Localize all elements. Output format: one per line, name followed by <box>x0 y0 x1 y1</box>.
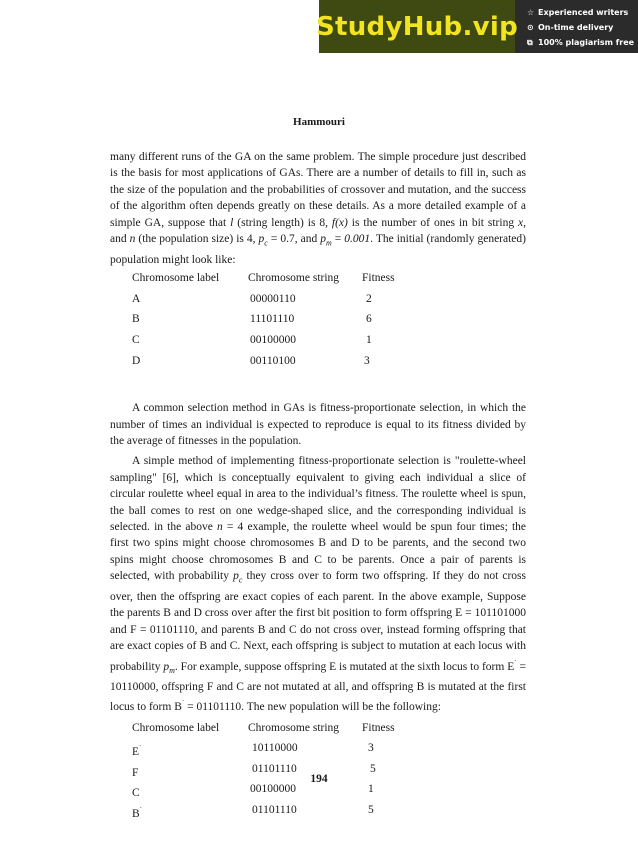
column-header: Chromosome label <box>132 272 220 285</box>
initial-population-table <box>132 270 526 373</box>
perk-list <box>515 0 638 53</box>
copy-icon: ⧉ <box>527 38 533 47</box>
table-header-row <box>132 270 526 291</box>
page-number: 194 <box>310 773 328 785</box>
new-population-table <box>132 720 526 823</box>
star-icon: ☆ <box>527 8 535 17</box>
column-header: Fitness <box>362 272 395 285</box>
running-header: Hammouri <box>293 116 345 128</box>
perk-label: 100% plagiarism free <box>538 38 635 47</box>
paragraph-selection: A common selection method in GAs is fitness-proportionate selection, in which the number of times an individual is expected to reproduce is equal to its fitness divided by the average of fitnesses in the population. <box>110 402 526 447</box>
table-row: A 00000110 2 <box>132 292 372 305</box>
column-header: Chromosome string <box>248 272 340 285</box>
table-row: E` 10110000 3 <box>132 742 374 759</box>
paragraph-roulette: A simple method of implementing fitness-proportionate selection is "roulette-wheel sampling" [6], which is conceptually equivalent to giving each individual a slice of circular roulette wheel equal in area to the individual’s fitness. The roulette wheel is spun, the ball comes to rest on one wedge-shaped slice, and the corresponding individual is selected. in the above n = 4 example, the roulette wheel would be spun four times; the first two spins might choose chromosomes B and D to be parents, and the second two spins might choose chromosomes B and C to be parents. Once a pair of parents is selected, with probability $p_c$ they cross over to form two offspring. If they do not cross over, then the offspring are exact copies of each parent. In the above example, Suppose the parents B and D cross over after the first bit position to form offspring E = 101101000 and F = 01101110, and parents B and C do not cross over, instead forming offspring that are exact copies of B and C. Next, each offspring is subject to mutation at each locus with probability $p_m$. For example, suppose offspring E is mutated at the sixth locus to form E` = 10110000, offspring F and C are not mutated at all, and offspring B is mutated at the first locus to form B` = 01101110. The new population will be the following: <box>110 455 526 714</box>
perk-label: On-time delivery <box>538 23 614 32</box>
table-row: C 00100000 1 <box>132 333 372 346</box>
brand-logo[interactable]: StudyHub.vip <box>319 0 515 53</box>
table-row: B` 01101110 5 <box>132 804 374 820</box>
column-header: Chromosome string <box>248 721 340 734</box>
clock-icon: ⊙ <box>527 23 534 32</box>
perk-item <box>527 5 638 20</box>
column-header: Fitness <box>362 721 395 734</box>
ad-banner[interactable] <box>315 0 638 53</box>
table-row: B 11101110 6 <box>132 313 372 326</box>
table-row: D 00110100 3 <box>132 354 370 367</box>
table-row: C 00100000 1 <box>132 783 374 800</box>
table-header-row <box>132 720 526 741</box>
column-header: Chromosome label <box>132 721 220 734</box>
page-body <box>110 149 526 823</box>
table-row: F 01101110 5 <box>132 762 376 779</box>
perk-item <box>527 20 638 35</box>
paragraph-intro: many different runs of the GA on the same problem. The simple procedure just described is the basis for most applications of GAs. There are a number of details to fill in, such as the size of the population and the probabilities of crossover and mutation, and the success of the algorithm often depends greatly on these details. As a more detailed example of a simple GA, suppose that l (string length) is 8, f(x) is the number of ones in bit string x, and n (the population size) is 4, $p_c = 0.7$, and $p_m = 0.001$. The initial (randomly generated) population might look like: <box>110 151 526 266</box>
perk-item <box>527 35 638 50</box>
perk-label: Experienced writers <box>538 8 629 17</box>
